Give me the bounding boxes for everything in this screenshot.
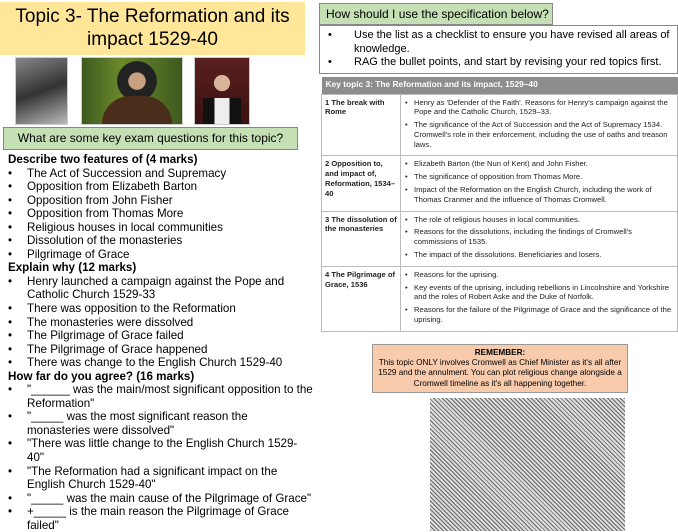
section-heading: How far do you agree? (16 marks) [8,369,195,383]
topic-point: • Elizabeth Barton (the Nun of Kent) and John Fisher. [404,159,674,169]
specification-table [321,77,678,332]
table-row [322,156,678,211]
spec-heading: How should I use the specification below? [319,3,553,25]
topic-point: • Reasons for the dissolutions, including the findings of Cromwell's commissions of 1535. [404,227,674,247]
question-item: • Opposition from Thomas More [8,207,313,221]
question-item: • "______ was the main/most significant opposition to the Reformation" [8,383,313,410]
right-column [319,3,678,531]
question-item: • The Act of Succession and Supremacy [8,167,313,181]
question-item: • Dissolution of the monasteries [8,234,313,248]
question-item: • There was change to the English Church 1529-40 [8,356,313,370]
question-item: • "_____ was the main cause of the Pilgrimage of Grace" [8,492,313,506]
topic-key: 3 The dissolution of the monasteries [322,211,401,266]
topic-points [401,156,678,211]
table-row [322,266,678,331]
topic-key: 2 Opposition to, and impact of, Reformation, 1534–40 [322,156,401,211]
question-item: • Opposition from Elizabeth Barton [8,180,313,194]
question-item: • The Pilgrimage of Grace failed [8,329,313,343]
instruction-item: • Use the list as a checklist to ensure you have revised all areas of knowledge. [326,29,671,56]
section-heading: Describe two features of (4 marks) [8,153,198,166]
question-list [8,275,313,370]
topic-key: 4 The Pilgrimage of Grace, 1536 [322,266,401,331]
question-list [8,167,313,262]
table-title: Key topic 3: The Reformation and its impact, 1529–40 [322,77,678,95]
topic-key: 1 The break with Rome [322,94,401,156]
exam-questions-list [8,153,313,532]
instruction-item: • RAG the bullet points, and start by revising your red topics first. [326,56,671,70]
topic-points [401,266,678,331]
pilgrimage-engraving [430,398,625,531]
page-title: Topic 3- The Reformation and its impact 1529-40 [0,2,305,55]
question-list [8,383,313,532]
table-row [322,211,678,266]
spec-instructions [319,25,678,74]
question-item: • +_____ is the main reason the Pilgrimage of Grace failed" [8,505,313,532]
topic-point: • Reasons for the uprising. [404,270,674,280]
remember-heading: REMEMBER: [474,347,526,357]
topic-point: • The impact of the dissolutions. Beneficiaries and losers. [404,250,674,260]
remember-note [372,344,628,393]
thomas-more-portrait [81,57,183,125]
question-item: • "There was little change to the English Church 1529-40" [8,437,313,464]
bishop-portrait [194,57,250,125]
question-item: • Pilgrimage of Grace [8,248,313,262]
topic-points [401,94,678,156]
topic-point: • The role of religious houses in local communities. [404,215,674,225]
question-item: • There was opposition to the Reformation [8,302,313,316]
topic-point: • The significance of the Act of Succession and the Act of Supremacy 1534. Cromwell's role in their enforcement, including the use of oaths and treason laws. [404,120,674,149]
topic-point: • Reasons for the failure of the Pilgrimage of Grace and the significance of the uprising. [404,305,674,325]
question-item: • Religious houses in local communities [8,221,313,235]
topic-points [401,211,678,266]
topic-point: • Henry as 'Defender of the Faith'. Reasons for Henry's campaign against the Pope and the Catholic Church, 1529–33. [404,98,674,118]
topic-point: • Key events of the uprising, including rebellions in Lincolnshire and Yorkshire and the roles of Robert Aske and the Duke of Norfolk. [404,283,674,303]
remember-text: This topic ONLY involves Cromwell as Chief Minister as it's all after 1529 and the annulment. You can plot religious change alongside a Cromwell timeline as it's all happening together. [378,358,622,388]
section-heading: Explain why (12 marks) [8,261,137,275]
question-item: • "_____ was the most significant reason the monasteries were dissolved" [8,410,313,437]
question-item: • "The Reformation had a significant impact on the English Church 1529-40" [8,465,313,492]
question-item: • Henry launched a campaign against the Pope and Catholic Church 1529-33 [8,275,313,302]
topic-point: • The significance of opposition from Thomas More. [404,172,674,182]
table-row [322,94,678,156]
question-item: • The monasteries were dissolved [8,316,313,330]
topic-point: • Impact of the Reformation on the English Church, including the work of Thomas Cranmer and the influence of Thomas Cromwell. [404,185,674,205]
questions-heading: What are some key exam questions for this topic? [3,127,298,150]
question-item: • Opposition from John Fisher [8,194,313,208]
engraving-image [15,57,68,125]
question-item: • The Pilgrimage of Grace happened [8,343,313,357]
